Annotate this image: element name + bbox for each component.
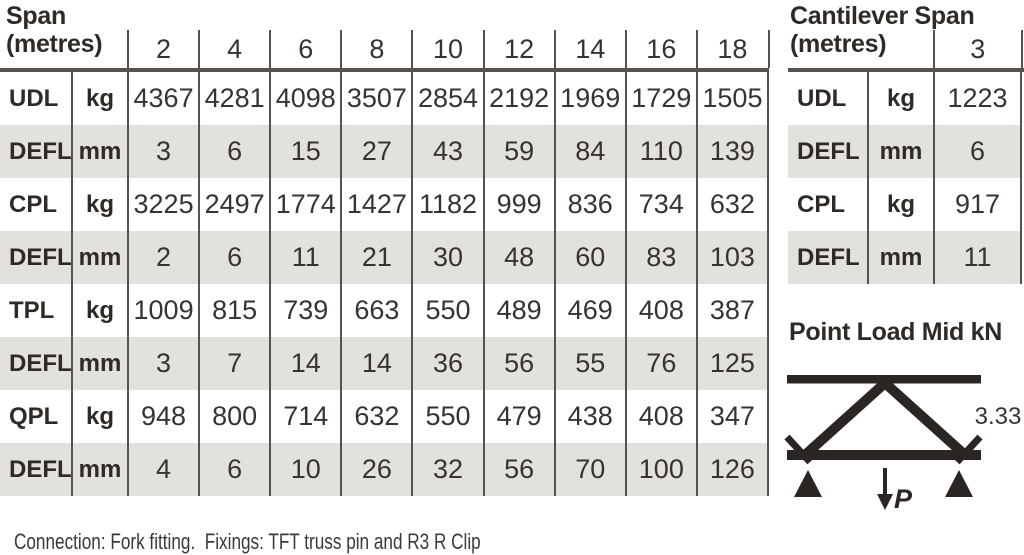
cell-value: 479	[483, 390, 554, 443]
table-row	[788, 72, 1022, 125]
cell-value: 76	[625, 337, 696, 390]
load-label: P	[894, 484, 913, 514]
cell-value: 100	[625, 443, 696, 496]
cell-value: 489	[483, 284, 554, 337]
cell-value: 6	[198, 443, 269, 496]
cell-value: 408	[625, 284, 696, 337]
cell-value: 347	[696, 390, 767, 443]
cell-value: 387	[696, 284, 767, 337]
row-label: TPL	[9, 296, 55, 324]
cell-value: 2192	[483, 72, 554, 125]
cell-value: 59	[483, 125, 554, 178]
cell-value: 815	[198, 284, 269, 337]
cell-value: 11	[933, 231, 1020, 284]
cell-value: 1182	[411, 178, 482, 231]
table-row	[788, 125, 1022, 178]
row-label: DEFL	[9, 137, 72, 165]
cell-value: 11	[269, 231, 340, 284]
truss-diagonal-left	[805, 383, 885, 455]
cell-value: 550	[411, 284, 482, 337]
cell-value: 15	[269, 125, 340, 178]
cell-value: 56	[483, 443, 554, 496]
cell-value: 83	[625, 231, 696, 284]
cell-value: 800	[198, 390, 269, 443]
span-column-header: 14	[554, 30, 625, 68]
row-label: UDL	[9, 84, 59, 112]
cell-value: 714	[269, 390, 340, 443]
row-label: DEFL	[797, 137, 860, 165]
depth-label: 3.33	[974, 403, 1022, 430]
row-unit: mm	[867, 125, 933, 178]
connection-footnote	[2, 503, 613, 555]
cell-value: 917	[933, 178, 1020, 231]
table-row	[788, 231, 1022, 284]
cell-value: 438	[554, 390, 625, 443]
cell-value: 469	[554, 284, 625, 337]
span-column-header: 18	[696, 30, 767, 68]
cell-value: 3	[127, 337, 198, 390]
row-unit: mm	[71, 443, 127, 496]
row-unit: kg	[867, 178, 933, 231]
row-label: CPL	[797, 190, 845, 218]
cell-value: 10	[269, 443, 340, 496]
cantilever-table-title-line2: (metres)	[790, 30, 887, 58]
row-label: DEFL	[9, 455, 72, 483]
span-table-title-line1: Span	[6, 2, 66, 30]
row-unit: kg	[71, 284, 127, 337]
cell-value: 2	[127, 231, 198, 284]
row-unit: mm	[71, 125, 127, 178]
cell-value: 60	[554, 231, 625, 284]
table-row	[788, 178, 1022, 231]
cell-value: 27	[340, 125, 411, 178]
cell-value: 6	[198, 125, 269, 178]
cell-value: 103	[696, 231, 767, 284]
truss-diagonal-right	[885, 383, 965, 455]
row-label: DEFL	[9, 243, 72, 271]
row-label: DEFL	[797, 243, 860, 271]
span-column-header: 6	[269, 30, 340, 68]
cell-value: 1729	[625, 72, 696, 125]
row-label: QPL	[9, 402, 59, 430]
cell-value: 36	[411, 337, 482, 390]
cell-value: 21	[340, 231, 411, 284]
table-row	[0, 72, 769, 125]
cell-value: 110	[625, 125, 696, 178]
row-unit: mm	[71, 337, 127, 390]
cantilever-header-row	[933, 30, 1023, 68]
span-table-title-line2: (metres)	[6, 30, 103, 58]
diagram-title: Point Load Mid kN	[789, 318, 1002, 346]
support-triangle-right	[945, 470, 973, 497]
span-column-header: 4	[198, 30, 269, 68]
cell-value: 56	[483, 337, 554, 390]
cell-value: 663	[340, 284, 411, 337]
cell-value: 32	[411, 443, 482, 496]
span-header-row	[127, 30, 770, 68]
cell-value: 4098	[269, 72, 340, 125]
cell-value: 1505	[696, 72, 767, 125]
row-label: UDL	[797, 84, 847, 112]
cell-value: 70	[554, 443, 625, 496]
cell-value: 632	[340, 390, 411, 443]
load-arrow-icon	[877, 494, 893, 510]
cell-value: 2854	[411, 72, 482, 125]
cell-value: 739	[269, 284, 340, 337]
span-table-body	[0, 72, 769, 496]
connection-footnote-text: Connection: Fork fitting. Fixings: TFT truss pin and R3 R Clip	[14, 529, 481, 554]
cantilever-table-title-line1: Cantilever Span	[790, 2, 975, 30]
cell-value: 4367	[127, 72, 198, 125]
table-row	[0, 231, 769, 284]
cell-value: 4	[127, 443, 198, 496]
cell-value: 1223	[933, 72, 1020, 125]
span-column-header: 2	[127, 30, 198, 68]
cell-value: 48	[483, 231, 554, 284]
cell-value: 126	[696, 443, 767, 496]
cell-value: 30	[411, 231, 482, 284]
span-column-header: 16	[625, 30, 696, 68]
row-unit: kg	[71, 178, 127, 231]
row-unit: kg	[71, 72, 127, 125]
table-row	[0, 178, 769, 231]
span-column-header: 10	[411, 30, 482, 68]
cell-value: 125	[696, 337, 767, 390]
cell-value: 1427	[340, 178, 411, 231]
table-row	[0, 443, 769, 496]
cell-value: 1969	[554, 72, 625, 125]
table-row	[0, 284, 769, 337]
span-column-header: 8	[340, 30, 411, 68]
cantilever-table-body	[788, 72, 1022, 284]
cell-value: 734	[625, 178, 696, 231]
table-row	[0, 125, 769, 178]
cell-value: 26	[340, 443, 411, 496]
cell-value: 632	[696, 178, 767, 231]
row-unit: mm	[867, 231, 933, 284]
cell-value: 408	[625, 390, 696, 443]
span-column-header: 12	[483, 30, 554, 68]
cell-value: 84	[554, 125, 625, 178]
cell-value: 4281	[198, 72, 269, 125]
cell-value: 3225	[127, 178, 198, 231]
cell-value: 55	[554, 337, 625, 390]
cell-value: 999	[483, 178, 554, 231]
cell-value: 2497	[198, 178, 269, 231]
cell-value: 3	[127, 125, 198, 178]
cell-value: 139	[696, 125, 767, 178]
table-row	[0, 390, 769, 443]
cell-value: 14	[340, 337, 411, 390]
cell-value: 6	[933, 125, 1020, 178]
truss-diagram	[782, 368, 1024, 518]
cantilever-column-header: 3	[970, 33, 986, 64]
cell-value: 836	[554, 178, 625, 231]
support-triangle-left	[794, 470, 822, 497]
row-unit: kg	[867, 72, 933, 125]
cell-value: 14	[269, 337, 340, 390]
cell-value: 3507	[340, 72, 411, 125]
cell-value: 6	[198, 231, 269, 284]
cell-value: 948	[127, 390, 198, 443]
cell-value: 550	[411, 390, 482, 443]
cell-value: 1774	[269, 178, 340, 231]
table-row	[0, 337, 769, 390]
row-unit: kg	[71, 390, 127, 443]
row-label: CPL	[9, 190, 57, 218]
cell-value: 43	[411, 125, 482, 178]
row-unit: mm	[71, 231, 127, 284]
cell-value: 1009	[127, 284, 198, 337]
row-label: DEFL	[9, 349, 72, 377]
cell-value: 7	[198, 337, 269, 390]
